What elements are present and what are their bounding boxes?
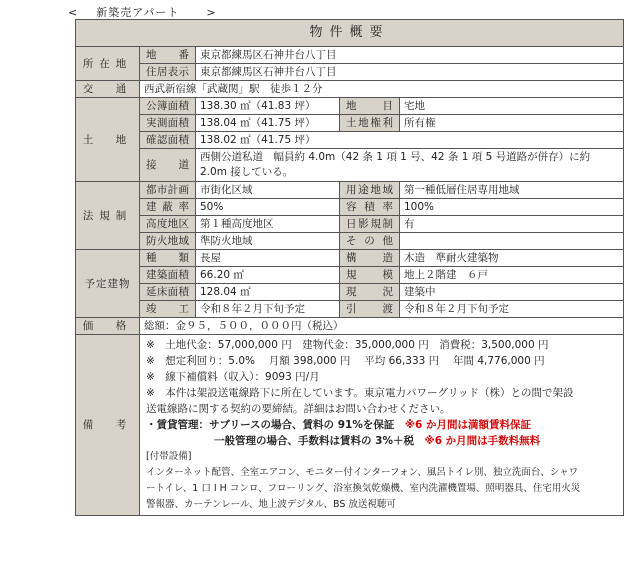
value-genkyo: 建築中 (400, 284, 624, 301)
remark-equipment-3: 警報器、カーテンレール、地上波デジタル、BS 放送視聴可 (146, 499, 396, 510)
label-yoto: 用途地域 (340, 182, 400, 199)
category-traffic: 交 通 (76, 81, 140, 98)
remark-equipment-heading: [付帯設備] (146, 451, 192, 462)
label-kodo: 高度地区 (140, 216, 196, 233)
table-row (76, 267, 624, 284)
remark-equipment-2: ートイレ、1 口 I H コンロ、フローリング、浴室換気乾燥機、室内洗濯機置場、照明器具、住宅用火災 (146, 483, 581, 494)
value-nichiei: 有 (400, 216, 624, 233)
value-kibo: 地上２階建 ６戸 (400, 267, 624, 284)
nav-title: 新築売アパート (96, 6, 180, 19)
table-row (76, 250, 624, 267)
label-jukyo: 住居表示 (140, 64, 196, 81)
value-traffic: 西武新宿線「武蔵関」駅 徒歩１２分 (140, 81, 624, 98)
table-row (76, 132, 624, 149)
value-bouka: 準防火地域 (196, 233, 340, 250)
remark-general-text: 一般管理の場合、手数料は賃料の 3%＋税 (214, 435, 425, 447)
value-setsudo: 西側公道私道 幅員約 4.0m（42 条 1 項 1 号、42 条 1 項 5 号道路が併存）に約 2.0m 接している。 (196, 149, 624, 182)
value-shurui: 長屋 (196, 250, 340, 267)
value-toshi: 市街化区域 (196, 182, 340, 199)
table-row (76, 301, 624, 318)
table-row (76, 233, 624, 250)
value-chimoku: 宅地 (400, 98, 624, 115)
remark-line-compensation: ※ 線下補償料（収入）：9093 円/月 (146, 371, 320, 383)
label-yoseki: 容積率 (340, 199, 400, 216)
value-kenchiku: 66.20 ㎡ (196, 267, 340, 284)
table-row (76, 47, 624, 64)
label-jissoku: 実測面積 (140, 115, 196, 132)
label-genkyo: 現 況 (340, 284, 400, 301)
label-kenchiku: 建築面積 (140, 267, 196, 284)
value-jukyo: 東京都練馬区石神井台八丁目 (196, 64, 624, 81)
value-sonota (400, 233, 624, 250)
page-title: 物件概要 (76, 20, 624, 47)
table-row (76, 64, 624, 81)
label-chimoku: 地 目 (340, 98, 400, 115)
label-kozo: 構 造 (340, 250, 400, 267)
label-sonota: その他 (340, 233, 400, 250)
value-yoto: 第一種低層住居専用地域 (400, 182, 624, 199)
remarks-block (140, 335, 624, 516)
category-remarks: 備 考 (76, 335, 140, 516)
remark-yield: ※ 想定利回り：5.0% 月額 398,000 円 平均 66,333 円 年間 4,776,000 円 (146, 355, 545, 367)
label-kenpei: 建蔽率 (140, 199, 196, 216)
label-kobo: 公簿面積 (140, 98, 196, 115)
table-row (76, 284, 624, 301)
value-yoseki: 100% (400, 199, 624, 216)
value-kodo: 第１種高度地区 (196, 216, 340, 233)
remark-general-highlight: ※6 か月間は手数料無料 (424, 435, 541, 447)
label-kibo: 規 模 (340, 267, 400, 284)
label-kenri: 土地権利 (340, 115, 400, 132)
property-summary-sheet (75, 19, 623, 516)
header-row (76, 20, 624, 47)
nav-bar (68, 4, 217, 20)
category-price: 価 格 (76, 318, 140, 335)
remark-sublease-text: ・賃貸管理：サブリースの場合、賃料の 91%を保証 (146, 419, 405, 431)
table-row (76, 216, 624, 233)
value-kakunin: 138.02 ㎡（41.75 坪） (196, 132, 624, 149)
table-row (76, 199, 624, 216)
label-shurui: 種 類 (140, 250, 196, 267)
value-shunko: 令和８年２月下旬予定 (196, 301, 340, 318)
table-row (76, 182, 624, 199)
table-row (76, 81, 624, 98)
label-hikiwatashi: 引 渡 (340, 301, 400, 318)
table-row (76, 115, 624, 132)
prev-arrow-button[interactable]: < (68, 6, 79, 19)
value-jissoku: 138.04 ㎡（41.75 坪） (196, 115, 340, 132)
remark-price-breakdown: ※ 土地代金：57,000,000 円 建物代金：35,000,000 円 消費税：3,500,000 円 (146, 339, 549, 351)
category-location: 所在地 (76, 47, 140, 81)
category-building: 予定建物 (76, 250, 140, 318)
value-chiban: 東京都練馬区石神井台八丁目 (196, 47, 624, 64)
remark-sublease (146, 417, 617, 433)
category-law: 法規制 (76, 182, 140, 250)
table-row (76, 335, 624, 516)
value-kozo: 木造 準耐火建築物 (400, 250, 624, 267)
label-shunko: 竣 工 (140, 301, 196, 318)
label-kakunin: 確認面積 (140, 132, 196, 149)
value-kenpei: 50% (196, 199, 340, 216)
next-arrow-button[interactable]: > (206, 6, 217, 19)
table-row (76, 318, 624, 335)
property-table (75, 19, 624, 516)
label-nichiei: 日影規制 (340, 216, 400, 233)
table-row (76, 98, 624, 115)
remark-general-management (146, 433, 617, 449)
label-setsudo: 接 道 (140, 149, 196, 182)
category-land: 土 地 (76, 98, 140, 182)
label-bouka: 防火地域 (140, 233, 196, 250)
value-price: 総額：金９５，５００，０００円（税込） (140, 318, 624, 335)
value-kobo: 138.30 ㎡（41.83 坪） (196, 98, 340, 115)
value-kenri: 所有権 (400, 115, 624, 132)
remark-powerline-1: ※ 本件は架設送電線路下に所在しています。東京電力パワーグリッド（株）との間で架設 (146, 387, 574, 399)
label-nobe: 延床面積 (140, 284, 196, 301)
label-chiban: 地 番 (140, 47, 196, 64)
remark-sublease-highlight: ※6 か月間は満額賃料保証 (404, 419, 532, 431)
remark-powerline-2: 送電線路に関する契約の要締結。詳細はお問い合わせください。 (146, 403, 451, 415)
table-row (76, 149, 624, 182)
value-nobe: 128.04 ㎡ (196, 284, 340, 301)
value-hikiwatashi: 令和８年２月下旬予定 (400, 301, 624, 318)
remark-equipment-1: インターネット配管、全室エアコン、モニター付インターフォン、風呂トイレ別、独立洗面台、シャワ (146, 467, 579, 478)
label-toshi: 都市計画 (140, 182, 196, 199)
